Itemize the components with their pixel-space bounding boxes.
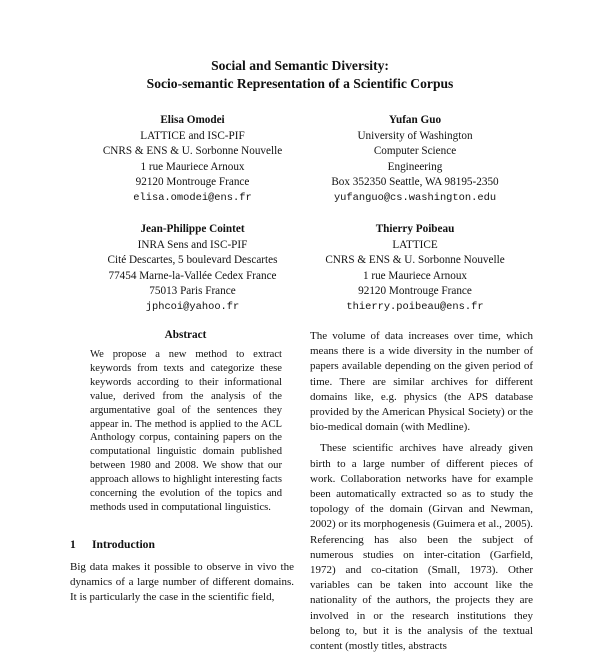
author-affiliation: LATTICE xyxy=(392,238,438,251)
section-title: Introduction xyxy=(92,538,155,551)
author-address: 75013 Paris France xyxy=(149,285,236,298)
right-column xyxy=(310,329,533,654)
paragraph: These scientific archives have already given birth to a large number of different pieces of work. Collaboration networks have for example been automatically extracted so as to study the topology of the domain (Girvan and Newman, 2002) or its morphogenesis (Guimera et al., 2005). Referencing has also been the subject of numerous studies on inter-citation (Garfield, 1972) and co-citation (Small, 1973). Other variables can be taken into account like the nationality of the authors, the projects they are involved in or the research institutions they belong to, but it is the analysis of the textual content (mostly titles, abstracts xyxy=(310,442,534,653)
author-affiliation: CNRS & ENS & U. Sorbonne Nouvelle xyxy=(325,254,505,267)
author-address: 92120 Montrouge France xyxy=(358,285,472,298)
author-affiliation: CNRS & ENS & U. Sorbonne Nouvelle xyxy=(102,145,283,158)
abstract-heading: Abstract xyxy=(164,329,207,341)
author-address: Box 352350 Seattle, WA 98195-2350 xyxy=(331,176,499,189)
author-block-2 xyxy=(295,113,535,207)
author-address: 77454 Marne-la-Vallée Cedex France xyxy=(108,269,277,282)
paper-title xyxy=(0,57,600,93)
author-address: 92120 Montrouge France xyxy=(135,176,250,189)
author-name: Thierry Poibeau xyxy=(375,223,455,235)
author-affiliation: University of Washington xyxy=(357,129,473,142)
abstract-text: We propose a new method to extract keywords from texts and categorize these keywords according to their informational value, derived from the analysis of the argumentative goal of the sentences they appear in. The method is applied to the ACL Anthology corpus, containing papers on the computational linguistic domain published between 1980 and 2008. We show that our approach allows to highlight interesting facts concerning the evolution of the topics and methods used in computational linguistics. xyxy=(90,349,282,513)
author-block-1 xyxy=(85,113,300,207)
paper-title-line-2: Socio-semantic Representation of a Scientific Corpus xyxy=(146,76,454,91)
author-address: Engineering xyxy=(387,160,443,173)
author-affiliation: Computer Science xyxy=(373,145,457,158)
author-block-4 xyxy=(295,222,535,316)
paragraph: The volume of data increases over time, which means there is a wide diversity in the number of papers available depending on the given period of time. There are similar archives for different domains like, e.g. physics (the APS database provided by the American Physical Society) or the bio-medical domain (with Medline). xyxy=(310,330,533,434)
author-block-3 xyxy=(85,222,300,316)
author-address: 1 rue Mauriece Arnoux xyxy=(362,269,468,282)
author-name: Elisa Omodei xyxy=(160,114,225,126)
section-heading-introduction xyxy=(70,537,290,552)
author-affiliation: INRA Sens and ISC-PIF xyxy=(137,238,248,251)
author-email[interactable]: thierry.poibeau@ens.fr xyxy=(346,300,484,313)
paper-title-line-1: Social and Semantic Diversity: xyxy=(211,58,389,73)
author-name: Yufan Guo xyxy=(388,114,442,126)
author-email[interactable]: yufanguo@cs.washington.edu xyxy=(333,191,497,204)
author-affiliation: LATTICE and ISC-PIF xyxy=(140,129,245,142)
author-email[interactable]: elisa.omodei@ens.fr xyxy=(133,191,252,204)
author-name: Jean-Philippe Cointet xyxy=(140,223,245,235)
author-address: Cité Descartes, 5 boulevard Descartes xyxy=(107,254,278,267)
author-email[interactable]: jphcoi@yahoo.fr xyxy=(145,300,240,313)
author-address: 1 rue Mauriece Arnoux xyxy=(140,160,245,173)
section-number: 1 xyxy=(70,538,76,551)
introduction-text: Big data makes it possible to observe in vivo the dynamics of a large number of different domains. It is particularly the case in the scientific field, xyxy=(70,561,294,604)
